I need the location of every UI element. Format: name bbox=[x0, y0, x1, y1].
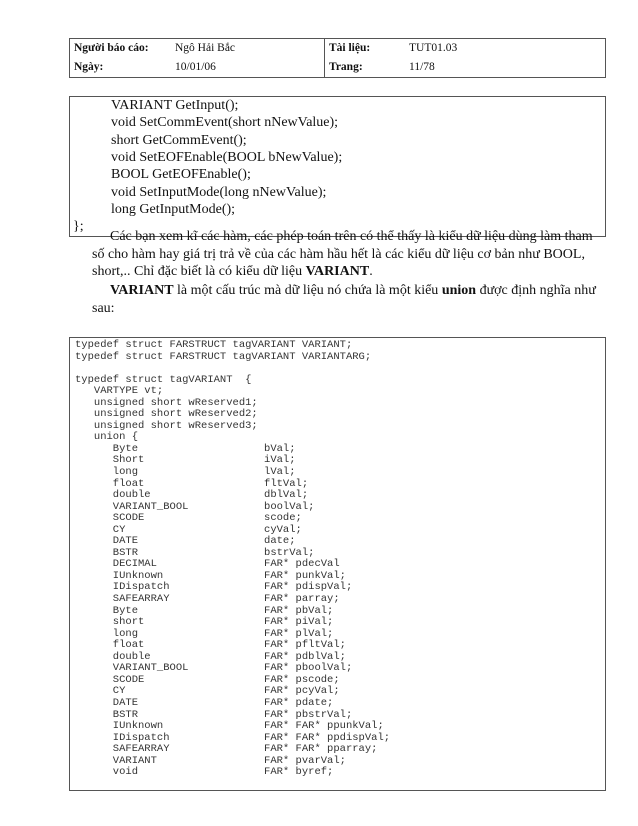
code-line: CY FAR* pcyVal; bbox=[75, 685, 340, 698]
code-line: SAFEARRAY FAR* parray; bbox=[75, 593, 340, 606]
document-header-table bbox=[69, 38, 606, 78]
date-value: 10/01/06 bbox=[175, 61, 216, 73]
code-line: short FAR* piVal; bbox=[75, 616, 334, 629]
code-line: Byte FAR* pbVal; bbox=[75, 604, 334, 617]
code-line: unsigned short wReserved2; bbox=[75, 408, 258, 421]
code-block-methods bbox=[69, 96, 606, 237]
code-line: BSTR FAR* pbstrVal; bbox=[75, 708, 353, 721]
code-line: VARIANT FAR* pvarVal; bbox=[75, 754, 346, 767]
code-line: long lVal; bbox=[75, 466, 296, 479]
code-line: SAFEARRAY FAR* FAR* pparray; bbox=[75, 743, 378, 756]
code-line: void SetInputMode(long nNewValue); bbox=[111, 184, 327, 200]
code-line: VARIANT_BOOL boolVal; bbox=[75, 500, 315, 513]
date-label: Ngày: bbox=[74, 61, 104, 73]
code-listing bbox=[75, 340, 390, 779]
code-line: void SetEOFEnable(BOOL bNewValue); bbox=[111, 149, 343, 165]
code-line: double FAR* pdblVal; bbox=[75, 650, 346, 663]
code-line: SCODE FAR* pscode; bbox=[75, 673, 340, 686]
code-line: IUnknown FAR* punkVal; bbox=[75, 569, 346, 582]
document-value: TUT01.03 bbox=[409, 42, 458, 54]
code-line: SCODE scode; bbox=[75, 512, 302, 525]
code-line bbox=[75, 363, 390, 375]
bold-term: VARIANT bbox=[305, 264, 370, 279]
code-line: VARTYPE vt; bbox=[75, 385, 164, 398]
code-line: Short iVal; bbox=[75, 454, 296, 467]
paragraph-text: được định nghĩa như sau: bbox=[92, 283, 596, 316]
code-line: long GetInputMode(); bbox=[111, 201, 236, 217]
code-line: IDispatch FAR* FAR* ppdispVal; bbox=[75, 731, 391, 744]
code-line: DECIMAL FAR* pdecVal bbox=[75, 558, 340, 571]
code-line: BSTR bstrVal; bbox=[75, 546, 315, 559]
page-value: 11/78 bbox=[409, 61, 435, 73]
paragraph-text: là một cấu trúc mà dữ liệu nó chứa là một kiểu bbox=[173, 283, 442, 298]
paragraph-explanation bbox=[92, 228, 602, 281]
code-line: unsigned short wReserved3; bbox=[75, 419, 258, 432]
code-block-variant-struct bbox=[69, 337, 606, 791]
code-line: void FAR* byref; bbox=[75, 766, 334, 779]
code-line: CY cyVal; bbox=[75, 523, 302, 536]
code-line: Byte bVal; bbox=[75, 442, 296, 455]
page-label: Trang: bbox=[329, 61, 363, 73]
code-line: short GetCommEvent(); bbox=[111, 132, 247, 148]
reporter-value: Ngô Hải Bắc bbox=[175, 42, 236, 54]
reporter-label: Người báo cáo: bbox=[74, 42, 149, 54]
code-line: union { bbox=[75, 431, 139, 444]
paragraph-variant-definition bbox=[92, 282, 602, 317]
code-line: typedef struct tagVARIANT { bbox=[75, 373, 252, 386]
code-line-end: }; bbox=[73, 219, 84, 234]
bold-term: union bbox=[441, 283, 477, 298]
bold-term: VARIANT bbox=[110, 283, 174, 298]
code-line: float fltVal; bbox=[75, 477, 309, 490]
code-line: typedef struct FARSTRUCT tagVARIANT VARIANT; bbox=[75, 339, 353, 351]
paragraph-text: Các bạn xem kĩ các hàm, các phép toán trên có thể thấy là kiểu dữ liệu dùng làm tham số cho hàm hay giá trị trả về của các hàm hầu hết là các kiểu dữ liệu cơ bản như BOOL, short,.. Chỉ đặc biết là có kiểu dữ liệu bbox=[92, 229, 593, 279]
code-line: long FAR* plVal; bbox=[75, 627, 334, 640]
code-line: IDispatch FAR* pdispVal; bbox=[75, 581, 353, 594]
paragraph-text: . bbox=[369, 264, 373, 279]
code-line: VARIANT GetInput(); bbox=[111, 98, 239, 113]
code-line: VARIANT_BOOL FAR* pboolVal; bbox=[75, 662, 353, 675]
code-line: void SetCommEvent(short nNewValue); bbox=[111, 115, 339, 131]
document-label: Tài liệu: bbox=[329, 42, 371, 54]
code-line: DATE FAR* pdate; bbox=[75, 696, 334, 709]
code-line: double dblVal; bbox=[75, 489, 309, 502]
code-line: float FAR* pfltVal; bbox=[75, 639, 346, 652]
code-line: BOOL GetEOFEnable(); bbox=[111, 167, 251, 183]
header-divider bbox=[324, 39, 325, 77]
code-line: DATE date; bbox=[75, 535, 296, 548]
code-line: IUnknown FAR* FAR* ppunkVal; bbox=[75, 720, 384, 733]
code-line: typedef struct FARSTRUCT tagVARIANT VARIANTARG; bbox=[75, 350, 372, 363]
code-line: unsigned short wReserved1; bbox=[75, 396, 258, 409]
